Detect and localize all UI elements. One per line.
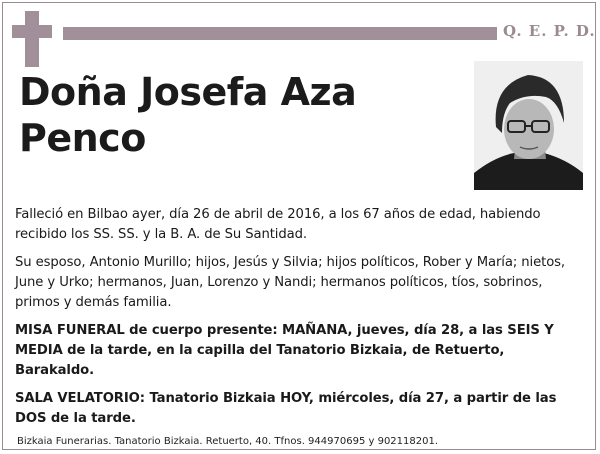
paragraph-death-notice: Falleció en Bilbao ayer, día 26 de abril de 2016, a los 67 años de edad, habiendo recibido los SS. SS. y la B. A. de Su Santidad. [15, 207, 541, 242]
portrait-photo [474, 61, 583, 190]
name-line-1: Doña Josefa Aza [19, 70, 357, 114]
name-line-2: Penco [19, 116, 146, 160]
cross-icon-horizontal [12, 25, 52, 38]
deceased-name [19, 69, 459, 161]
paragraph-family: Su esposo, Antonio Murillo; hijos, Jesús y Silvia; hijos políticos, Rober y María; nietos, June y Urko; hermanos, Juan, Lorenzo y Nandi; hermanos políticos, tíos, sobrinos, primos y demás familia. [15, 255, 566, 310]
obituary-card [2, 2, 596, 450]
cross-icon-vertical [25, 11, 39, 67]
portrait-icon [474, 61, 583, 190]
header-rule [63, 27, 497, 40]
paragraph-funeral-mass: MISA FUNERAL de cuerpo presente: MAÑANA, jueves, día 28, a las SEIS Y MEDIA de la tarde, en la capilla del Tanatorio Bizkaia, de Retuerto, Barakaldo. [15, 323, 554, 378]
qepd-label: Q. E. P. D. [503, 22, 596, 40]
funeral-home-footer: Bizkaia Funerarias. Tanatorio Bizkaia. Retuerto, 40. Tfnos. 944970695 y 902118201. [17, 436, 439, 447]
paragraph-wake-room: SALA VELATORIO: Tanatorio Bizkaia HOY, miércoles, día 27, a partir de las DOS de la tarde. [15, 391, 557, 426]
